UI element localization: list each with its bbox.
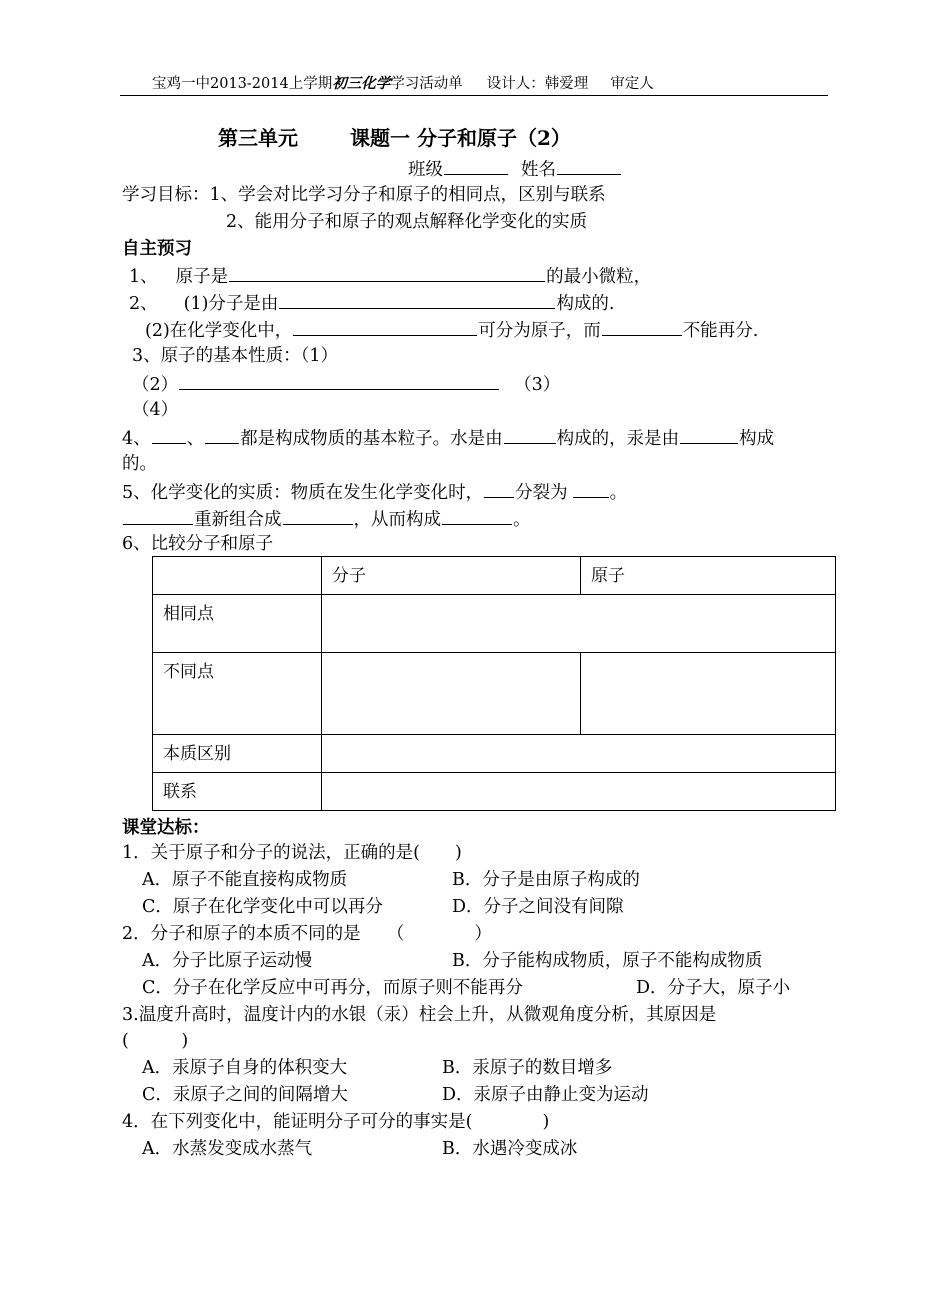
quiz-q1-option-a[interactable]: A．原子不能直接构成物质 [142,870,348,890]
table-label-diff: 不同点 [153,653,322,735]
table-header-row [153,557,836,595]
table-label-essence: 本质区别 [153,735,322,773]
q3-text-b: （2） [132,375,179,395]
q5-text-d: 重新组合成 [194,510,282,530]
quiz-q3-options-1 [142,1057,613,1079]
quiz-q3-line-2: ( ) [122,1031,189,1051]
quiz-q2-option-d[interactable]: D．分子大，原子小 [636,978,791,998]
preview-q2-1 [129,291,615,315]
table-answer-diff-atom[interactable] [581,653,836,735]
header-designer: 设计人：韩爱理 [486,76,589,92]
q4-text-a: 4、 [122,429,151,449]
q2-number: 2、 [129,294,158,314]
q5-text-a: 5、化学变化的实质：物质在发生化学变化时， [122,483,484,503]
q2-blank-2[interactable] [293,318,477,336]
quiz-q3-option-c[interactable]: C．汞原子之间的间隔增大 [142,1085,348,1105]
q5-blank-1[interactable] [484,480,514,498]
preview-q4 [122,426,774,450]
q5-text-f: 。 [513,510,531,530]
class-blank[interactable] [444,157,508,175]
q1-text-a: 原子是 [175,267,229,287]
preview-heading: 自主预习 [122,239,192,259]
objectives-label: 学习目标： [122,185,210,205]
preview-q1 [129,264,651,288]
quiz-q2-options-2 [142,977,791,999]
quiz-q2-option-c[interactable]: C．分子在化学反应中可再分，而原子则不能再分 [142,978,523,998]
quiz-q2-option-b[interactable]: B．分子能构成物质，原子不能构成物质 [452,951,763,971]
table-label-relation: 联系 [153,773,322,811]
q4-blank-1[interactable] [152,426,186,444]
q4-text-b: 都是构成物质的基本粒子。水是由 [240,429,503,449]
q2-text-e: 不能再分. [682,321,759,341]
q4-text-d: 构成 [739,429,775,449]
q5-text-b: 分裂为 [515,483,568,503]
q2-text-c: (2)在化学变化中， [145,321,293,341]
q3-text-a: 3、原子的基本性质：（1） [132,346,339,366]
header-reviewer: 审定人 [610,76,654,92]
header-sheet-type: 学习活动单 [390,76,463,92]
page-title [218,127,571,149]
q1-blank[interactable] [229,264,545,282]
table-corner-cell [153,557,322,595]
header-school-term: 宝鸡一中2013-2014上学期 [152,76,333,92]
quiz-q1: 1．关于原子和分子的说法，正确的是( ) [122,843,462,863]
header-divider [120,95,828,96]
quiz-q3-line-1: 3.温度升高时，温度计内的水银（汞）柱会上升，从微观角度分析，其原因是 [122,1005,717,1025]
table-header-atom: 原子 [581,557,836,595]
quiz-q4-option-a[interactable]: A．水蒸发变成水蒸气 [142,1139,313,1159]
table-label-same: 相同点 [153,595,322,653]
quiz-q1-options-1 [142,869,640,891]
quiz-q2-option-a[interactable]: A．分子比原子运动慢 [142,951,313,971]
q3-text-d: （4） [132,400,179,420]
q2-text-b: 构成的. [556,294,615,314]
q4-blank-2[interactable] [205,426,239,444]
q2-blank-3[interactable] [602,318,682,336]
q4-separator: 、 [186,429,205,449]
q5-blank-4[interactable] [283,507,353,525]
comparison-table [152,556,836,811]
preview-q3-3 [132,399,178,421]
q4-text-c: 构成的，汞是由 [556,429,680,449]
name-label: 姓名 [521,160,556,180]
table-row-diff [153,653,836,735]
quiz-q1-option-d[interactable]: D．分子之间没有间隙 [452,897,624,917]
q5-blank-3[interactable] [123,507,193,525]
table-header-molecule: 分子 [322,557,581,595]
quiz-q1-options-2 [142,896,624,918]
quiz-q4-option-b[interactable]: B．水遇冷变成冰 [442,1139,578,1159]
table-answer-relation[interactable] [322,773,836,811]
quiz-q1-option-b[interactable]: B．分子是由原子构成的 [452,870,640,890]
quiz-q2: 2．分子和原子的本质不同的是 （ ） [122,924,492,944]
objective-1: 1、学会对比学习分子和原子的相同点，区别与联系 [209,185,606,205]
q4-text-e: 的。 [122,454,157,474]
quiz-q3-option-d[interactable]: D．汞原子由静止变为运动 [442,1085,649,1105]
quiz-q2-options-1 [142,950,763,972]
preview-q3-2 [132,372,560,396]
table-row-same [153,595,836,653]
q4-blank-4[interactable] [680,426,738,444]
quiz-q4: 4．在下列变化中，能证明分子可分的事实是( ) [122,1112,550,1132]
q2-blank-1[interactable] [279,291,555,309]
table-answer-same[interactable] [322,595,836,653]
objectives-line-1 [122,184,606,206]
q3-blank-2[interactable] [179,372,499,390]
name-blank[interactable] [557,157,621,175]
q1-text-b: 的最小微粒， [546,267,652,287]
objectives-line-2 [226,211,587,233]
q5-text-e: ，从而构成 [353,510,441,530]
table-answer-diff-molecule[interactable] [322,653,581,735]
table-row-relation [153,773,836,811]
preview-q3-1 [132,345,338,367]
quiz-q3-option-a[interactable]: A．汞原子自身的体积变大 [142,1058,348,1078]
q5-blank-2[interactable] [573,480,609,498]
quiz-q4-options-1 [142,1138,578,1160]
q5-text-c: 。 [609,483,628,503]
table-answer-essence[interactable] [322,735,836,773]
q2-text-d: 可分为原子，而 [478,321,601,341]
preview-q4-cont [122,453,157,475]
title-lesson: 课题一 分子和原子（2） [350,126,571,150]
q5-blank-5[interactable] [442,507,512,525]
title-unit: 第三单元 [218,126,298,150]
student-info [408,157,622,181]
q2-text-a: (1)分子是由 [183,294,279,314]
class-label: 班级 [408,160,443,180]
page-header [152,72,654,93]
preview-q2-2 [145,318,758,342]
preview-q6: 6、比较分子和原子 [122,534,274,554]
q4-blank-3[interactable] [504,426,556,444]
quiz-q3-options-2 [142,1084,649,1106]
quiz-q3-option-b[interactable]: B．汞原子的数目增多 [442,1058,613,1078]
table-row-essence [153,735,836,773]
q3-text-c: （3） [514,375,561,395]
preview-q5-1 [122,480,627,504]
quiz-heading: 课堂达标： [122,818,210,838]
header-grade-subject: 初三化学 [332,75,391,92]
q1-number: 1、 [129,267,158,287]
preview-q5-2 [122,507,531,531]
quiz-q1-option-c[interactable]: C．原子在化学变化中可以再分 [142,897,383,917]
objective-2: 2、能用分子和原子的观点解释化学变化的实质 [226,212,588,232]
